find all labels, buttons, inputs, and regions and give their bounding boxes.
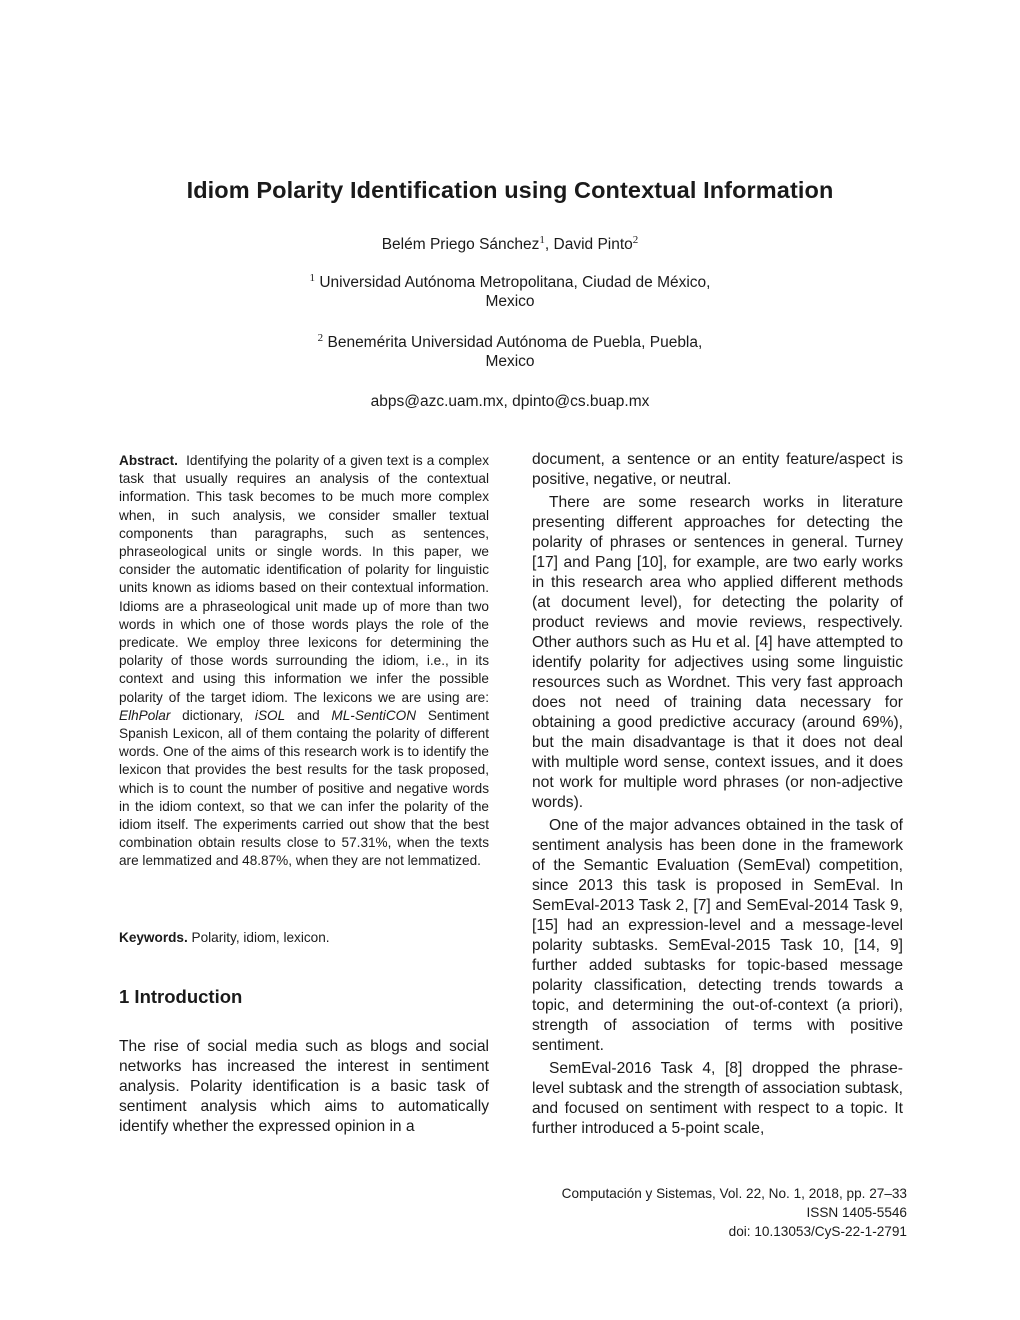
introduction-paragraph-1: The rise of social media such as blogs and social networks has increased the interest in sentiment analysis. Polarity identification is a basic task of sentiment analysis which aims to automatically identify whether the expressed opinion in a (119, 1038, 489, 1135)
affiliation-1 (0, 272, 1020, 292)
right-paragraph-3: One of the major advances obtained in the task of sentiment analysis has been done in the framework of the Semantic Evaluation (SemEval) competition, since 2013 this task is proposed in SemEval. In SemEval-2013 Task 2, [7] and SemEval-2014 Task 9, [15] had an expression-level and a message-level polarity subtasks. SemEval-2015 Task 10, [14, 9] further added subtasks for topic-based message polarity classification, detecting trends towards a topic, and determining the out-of-context (a priori), strength of association of terms with positive sentiment. (532, 817, 903, 1054)
right-column-text (532, 450, 903, 1139)
affiliation-1-line1: Universidad Autónoma Metropolitana, Ciudad de México, (319, 274, 711, 291)
keywords-text: Polarity, idiom, lexicon. (191, 930, 330, 945)
author-1: Belém Priego Sánchez (381, 236, 540, 253)
author-1-affil-mark: 1 (539, 234, 545, 246)
lexicon-isol: iSOL (254, 707, 286, 723)
journal-citation: Computación y Sistemas, Vol. 22, No. 1, 2018, pp. 27–33 (561, 1186, 907, 1201)
paper-title: Idiom Polarity Identification using Contextual Information (186, 177, 834, 203)
right-paragraph-4: SemEval-2016 Task 4, [8] dropped the phrase-level subtask and the strength of association subtask, and focused on sentiment with respect to a topic. It further introduced a 5-point scale, (532, 1060, 903, 1137)
journal-footer (562, 1184, 907, 1241)
author-separator: , (544, 236, 554, 253)
abstract-text-3: and (285, 707, 332, 723)
right-paragraph-2: There are some research works in literature presenting different approaches for detecting the polarity of phrases or sentences in general. Turney [17] and Pang [10], for example, are two early works in this research area who applied different methods (at document level), for detecting the polarity of product reviews and movie reviews, respectively. Other authors such as Hu et al. [4] have attempted to identify polarity for adjectives using some linguistic resources such as Wordnet. This very fast approach does not need of training data necessary for obtaining a good predictive accuracy (around 69%), but the main disadvantage is that it does not deal with multiple word sense, context issues, and it does not work for multiple word phrases (or non-adjective words). (532, 494, 903, 811)
right-paragraph-1: document, a sentence or an entity feature/aspect is positive, negative, or neutral. (532, 451, 903, 488)
author-emails: abps@azc.uam.mx, dpinto@cs.buap.mx (370, 393, 650, 410)
affiliation-2-country: Mexico (485, 353, 535, 370)
author-2: David Pinto (553, 236, 633, 253)
abstract (119, 452, 489, 871)
author-line (0, 234, 1020, 254)
keywords-label: Keywords. (119, 930, 188, 945)
affiliation-2-mark: 2 (317, 332, 324, 344)
abstract-label: Abstract. (119, 453, 178, 468)
abstract-text-4: Sentiment Spanish Lexicon, all of them containg the polarity of different words. One of the aims of this research work is to identify the lexicon that provides the best results for the task proposed, which is to count the number of positive and negative words in the idiom context, so that we can infer the polarity of the idiom itself. The experiments carried out show that the best combination obtain results close to 57.31%, when the texts are lemmatized and 48.87%, when they are not lemmatized. (119, 707, 490, 869)
affiliation-1-mark: 1 (309, 272, 315, 284)
author-2-affil-mark: 2 (632, 234, 639, 246)
affiliation-2-line1: Benemérita Universidad Autónoma de Puebla, Puebla, (327, 334, 703, 351)
abstract-text-2: dictionary, (170, 707, 255, 723)
keywords (119, 929, 489, 947)
introduction-text (119, 1037, 489, 1137)
abstract-text-1: Identifying the polarity of a given text is a complex task that usually requires an analysis of the contextual information. This task becomes to be much more complex when, in such analysis, we consider smaller textual components than paragraphs, such as sentences, phraseological units or single words. In this paper, we consider the automatic identification of polarity for linguistic units known as idioms based on their contextual information. Idioms are a phraseological unit made up of more than two words in which one of those words plays the role of the predicate. We employ three lexicons for determining the polarity of those words surrounding the idiom, i.e., in its context and using this information we infer the possible polarity of the target idiom. The lexicons we are using are: (119, 453, 489, 705)
journal-doi: doi: 10.13053/CyS-22-1-2791 (728, 1224, 907, 1239)
affiliation-1-country: Mexico (485, 293, 535, 310)
lexicon-elhpolar: ElhPolar (119, 707, 171, 723)
journal-issn: ISSN 1405-5546 (806, 1205, 907, 1220)
lexicon-ml-senticon: ML-SentiCON (331, 707, 417, 723)
section-heading-introduction: 1 Introduction (119, 986, 243, 1007)
affiliation-2 (0, 332, 1020, 352)
